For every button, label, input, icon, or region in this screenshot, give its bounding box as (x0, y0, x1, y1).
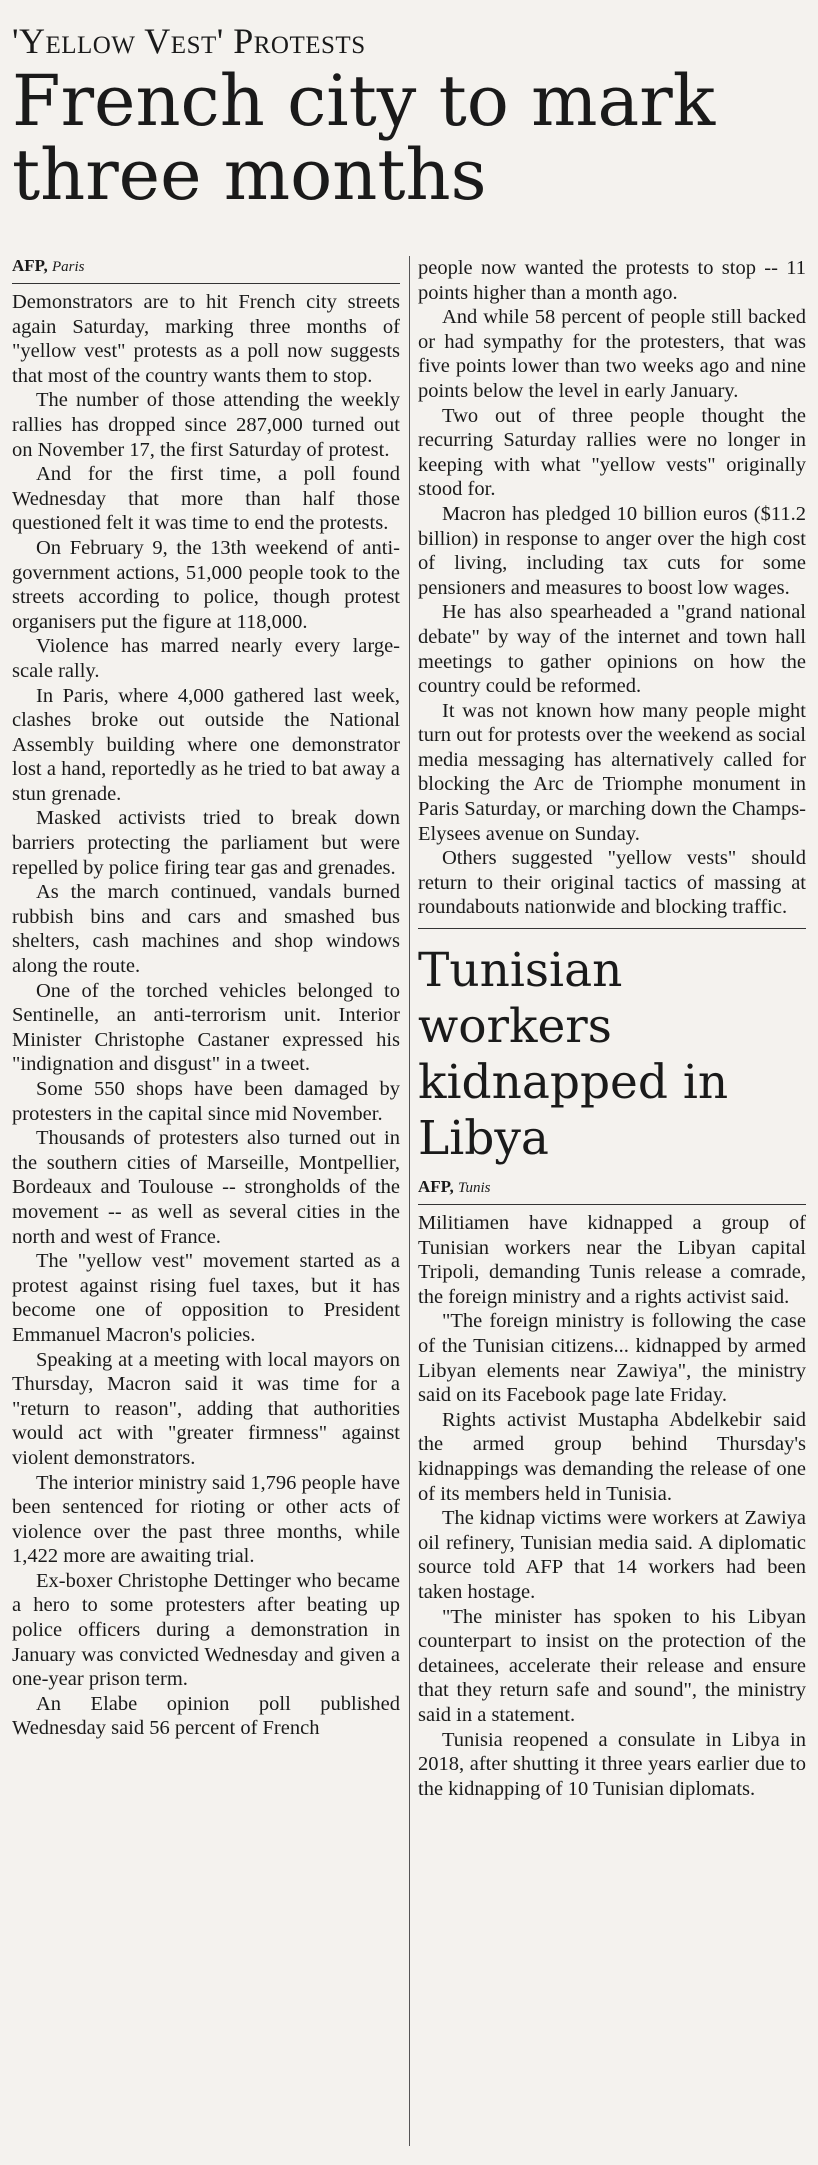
article-body (12, 290, 400, 1741)
article-headline: French city to mark three months (12, 60, 716, 216)
paragraph: One of the torched vehicles belonged to Sentinelle, an anti-terrorism unit. Interior Minister Christophe Castaner expressed his "indignation and disgust" in a tweet. (12, 979, 400, 1076)
paragraph: Some 550 shops have been damaged by protesters in the capital since mid November. (12, 1078, 400, 1125)
paragraph: And for the first time, a poll found Wednesday that more than half those questioned felt it was time to end the protests. (12, 463, 400, 535)
column-divider (409, 256, 410, 2146)
byline-city: Tunis (458, 1180, 491, 1197)
paragraph: And while 58 percent of people still backed or had sympathy for the protesters, that was five points lower than two weeks ago and nine points below the level in early January. (418, 306, 806, 402)
paragraph: people now wanted the protests to stop -- 11 points higher than a month ago. (418, 257, 806, 304)
section-divider (418, 928, 806, 929)
paragraph: Two out of three people thought the recurring Saturday rallies were no longer in keeping with what "yellow vests" originally stood for. (418, 404, 806, 501)
newspaper-page (12, 20, 806, 2150)
paragraph: In Paris, where 4,000 gathered last week, clashes broke out outside the National Assembly building where one demonstrator lost a hand, reportedly as he tried to bat away a stun grenade. (12, 684, 400, 805)
paragraph: Rights activist Mustapha Abdelkebir said the armed group behind Thursday's kidnappings was demanding the release of one of its members held in Tunisia. (418, 1408, 806, 1505)
paragraph: It was not known how many people might turn out for protests over the weekend as social media messaging has alternatively called for blocking the Arc de Triomphe monument in Paris Saturday, or marching down the Champs-Elysees avenue on Sunday. (418, 699, 806, 845)
second-byline: AFP, Tunis (418, 1177, 806, 1205)
paragraph: Violence has marred nearly every large-scale rally. (12, 635, 400, 682)
paragraph: He has also spearheaded a "grand national debate" by way of the internet and town hall meetings to gather opinions on how the country could be reformed. (418, 601, 806, 698)
paragraph: An Elabe opinion poll published Wednesday said 56 percent of French (12, 1692, 400, 1740)
paragraph: Masked activists tried to break down barriers protecting the parliament but were repelled by police firing tear gas and grenades. (12, 807, 400, 879)
paragraph: "The minister has spoken to his Libyan counterpart to insist on the protection of the detainees, accelerate their release and ensure that they return safe and sound", the ministry said in a statement. (418, 1605, 806, 1726)
second-article-body (418, 1211, 806, 1801)
left-column (12, 256, 400, 2146)
paragraph: The kidnap victims were workers at Zawiya oil refinery, Tunisian media said. A diplomatic source told AFP that 14 workers had been taken hostage. (418, 1507, 806, 1603)
paragraph: On February 9, the 13th weekend of anti-government actions, 51,000 people took to the streets according to police, though protest organisers put the figure at 118,000. (12, 536, 400, 633)
paragraph: Macron has pledged 10 billion euros ($11.2 billion) in response to anger over the high cost of living, including tax cuts for some pensioners and measures to boost low wages. (418, 502, 806, 599)
paragraph: Demonstrators are to hit French city streets again Saturday, marking three months of "yellow vest" protests as a poll now suggests that most of the country wants them to stop. (12, 291, 400, 387)
byline-agency: AFP (12, 256, 44, 275)
paragraph: "The foreign ministry is following the case of the Tunisian citizens... kidnapped by armed Libyan elements near Zawiya", the ministry said on its Facebook page late Friday. (418, 1310, 806, 1407)
right-column (418, 256, 806, 2146)
byline: AFP, Paris (12, 256, 400, 284)
paragraph: The number of those attending the weekly rallies has dropped since 287,000 turned out on November 17, the first Saturday of protest. (12, 389, 400, 461)
paragraph: Tunisia reopened a consulate in Libya in 2018, after shutting it three years earlier due to the kidnapping of 10 Tunisian diplomats. (418, 1728, 806, 1800)
second-article-headline: Tunisian workers kidnapped in Libya (418, 943, 729, 1167)
paragraph: Others suggested "yellow vests" should return to their original tactics of massing at roundabouts nationwide and blocking traffic. (418, 847, 806, 919)
paragraph: The interior ministry said 1,796 people have been sentenced for rioting or other acts of violence over the past three months, while 1,422 more are awaiting trial. (12, 1471, 400, 1568)
paragraph: The "yellow vest" movement started as a protest against rising fuel taxes, but it has become one of opposition to President Emmanuel Macron's policies. (12, 1250, 400, 1346)
paragraph: Militiamen have kidnapped a group of Tunisian workers near the Libyan capital Tripoli, demanding Tunis release a comrade, the foreign ministry and a rights activist said. (418, 1212, 806, 1308)
paragraph: As the march continued, vandals burned rubbish bins and cars and smashed bus shelters, cash machines and shop windows along the route. (12, 881, 400, 978)
paragraph: Speaking at a meeting with local mayors on Thursday, Macron said it was time for a "return to reason", adding that authorities would act with "greater firmness" against violent demonstrators. (12, 1348, 400, 1469)
byline-city: Paris (52, 259, 85, 275)
article-kicker: 'Yellow Vest' Protests (12, 21, 366, 61)
paragraph: Thousands of protesters also turned out in the southern cities of Marseille, Montpellier, Bordeaux and Toulouse -- strongholds of the movement -- as well as several cities in the north and west of France. (12, 1127, 400, 1248)
paragraph: Ex-boxer Christophe Dettinger who became a hero to some protesters after beating up police officers during a demonstration in January was convicted Wednesday and given a one-year prison term. (12, 1569, 400, 1691)
article-body-continued (418, 256, 806, 920)
article-columns (12, 256, 806, 2146)
byline-agency: AFP (418, 1177, 450, 1197)
